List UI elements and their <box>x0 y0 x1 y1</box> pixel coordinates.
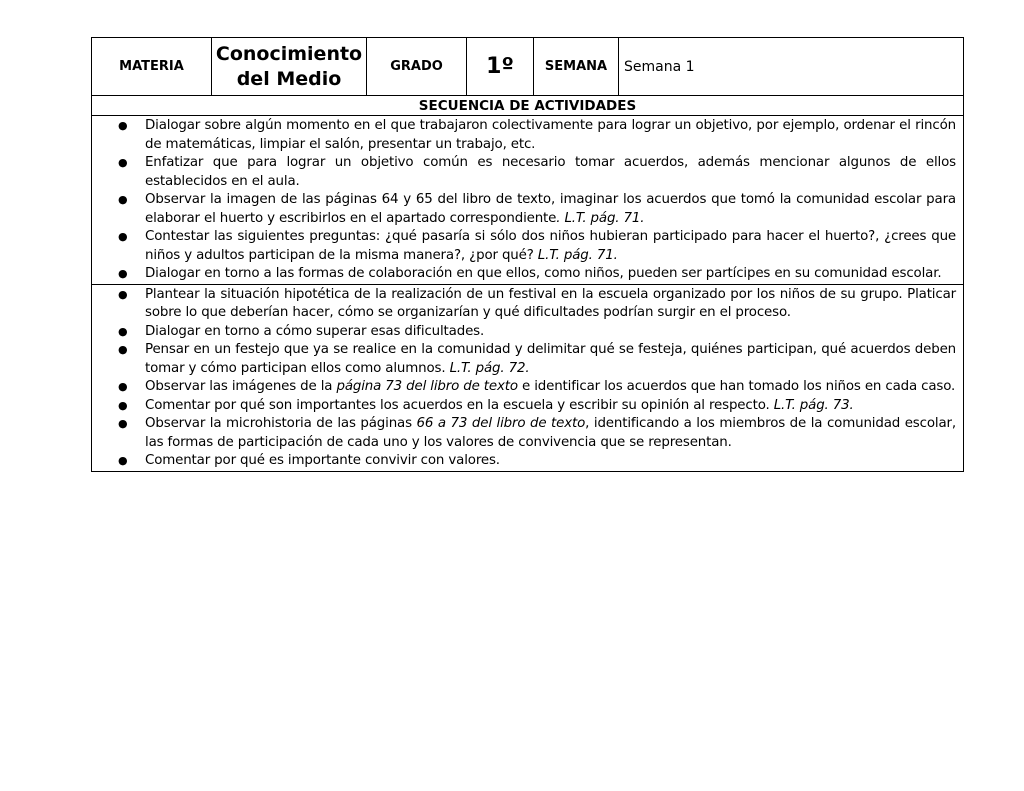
activity-text: Comentar por qué son importantes los acuerdos en la escuela y escribir su opinión al respecto. <box>145 397 774 413</box>
activity-text-continued: , identificando a los miembros de la comunidad escolar, las formas de participación de cada uno y los valores de convivencia que se representan. <box>145 416 956 450</box>
grado-value: 1º <box>467 38 534 96</box>
activity-text: Dialogar en torno a las formas de colaboración en que ellos, como niños, pueden ser partícipes en su comunidad escolar. <box>145 266 942 281</box>
bullet-icon: ● <box>118 287 128 301</box>
activity-reference: L.T. pág. 73. <box>773 397 854 413</box>
activity-list-2 <box>92 286 956 471</box>
activity-item <box>92 117 956 154</box>
bullet-icon: ● <box>118 398 128 412</box>
activity-text: Dialogar en torno a cómo superar esas dificultades. <box>145 323 485 339</box>
bullet-icon: ● <box>118 343 128 356</box>
activity-text: Contestar las siguientes preguntas: ¿qué pasaría si sólo dos niños hubieran participado para hacer el huerto?, ¿crees que niños y adultos participan de la misma manera?, ¿por qué? <box>145 229 956 263</box>
bullet-icon: ● <box>118 324 128 338</box>
activity-reference: página 73 del libro de texto <box>336 379 518 394</box>
bullet-icon: ● <box>118 193 128 206</box>
activity-item <box>92 265 956 284</box>
activity-reference: L.T. pág. 71. <box>537 247 618 263</box>
activity-item <box>92 154 956 191</box>
activities-row-2 <box>92 284 964 471</box>
activity-item <box>92 341 956 378</box>
activities-row-1 <box>92 116 964 285</box>
header-row <box>92 38 964 96</box>
bullet-icon: ● <box>118 267 128 280</box>
grado-label: GRADO <box>367 38 467 96</box>
bullet-icon: ● <box>118 156 128 169</box>
activity-text: Plantear la situación hipotética de la realización de un festival en la escuela organizado por los niños de su grupo. Platicar sobre lo que deberían hacer, cómo se organizarían y qué dificultades podrían surgir en el proceso. <box>145 286 956 320</box>
sequence-title-row <box>92 96 964 116</box>
activity-text: Observar las imágenes de la <box>145 379 337 394</box>
materia-label: MATERIA <box>92 38 212 96</box>
materia-value-line1: Conocimiento <box>215 42 363 65</box>
bullet-icon: ● <box>118 454 128 467</box>
activities-block-1 <box>92 116 964 285</box>
activity-reference: 66 a 73 del libro de texto <box>416 416 586 431</box>
activity-item <box>92 397 956 416</box>
activity-text: Observar la microhistoria de las páginas <box>145 416 417 431</box>
sequence-title: SECUENCIA DE ACTIVIDADES <box>92 96 964 116</box>
activity-reference: L.T. pág. 72. <box>449 360 530 376</box>
activity-text: Comentar por qué es importante convivir con valores. <box>145 453 500 468</box>
activity-reference: . L.T. pág. 71. <box>556 210 645 226</box>
activity-item <box>92 415 956 452</box>
activity-item <box>92 286 956 323</box>
activity-text: Observar la imagen de las páginas 64 y 65 del libro de texto, imaginar los acuerdos que tomó la comunidad escolar para elaborar el huerto y escribirlos en el apartado correspondiente <box>145 192 956 226</box>
activity-item <box>92 191 956 228</box>
activity-text: Pensar en un festejo que ya se realice en la comunidad y delimitar qué se festeja, quiénes participan, qué acuerdos deben tomar y cómo participan ellos como alumnos. <box>145 342 956 376</box>
activity-text: Enfatizar que para lograr un objetivo común es necesario tomar acuerdos, además mencionar algunos de ellos establecidos en el aula. <box>145 155 956 189</box>
activity-item <box>92 228 956 265</box>
activities-block-2 <box>92 284 964 471</box>
bullet-icon: ● <box>118 230 128 243</box>
activity-list-1 <box>92 117 956 284</box>
materia-value-line2: del Medio <box>236 67 342 90</box>
activity-item <box>92 378 956 397</box>
semana-label: SEMANA <box>534 38 619 96</box>
materia-value <box>212 38 367 96</box>
bullet-icon: ● <box>118 119 128 132</box>
bullet-icon: ● <box>118 417 128 430</box>
activity-item <box>92 323 956 342</box>
activity-text-continued: e identificar los acuerdos que han tomado los niños en cada caso. <box>517 379 956 394</box>
semana-value: Semana 1 <box>619 38 964 96</box>
bullet-icon: ● <box>118 380 128 393</box>
activity-text: Dialogar sobre algún momento en el que trabajaron colectivamente para lograr un objetivo, por ejemplo, ordenar el rincón de matemáticas, limpiar el salón, presentar un trabajo, etc. <box>145 118 956 152</box>
planning-table <box>91 37 964 472</box>
activity-item <box>92 452 956 471</box>
